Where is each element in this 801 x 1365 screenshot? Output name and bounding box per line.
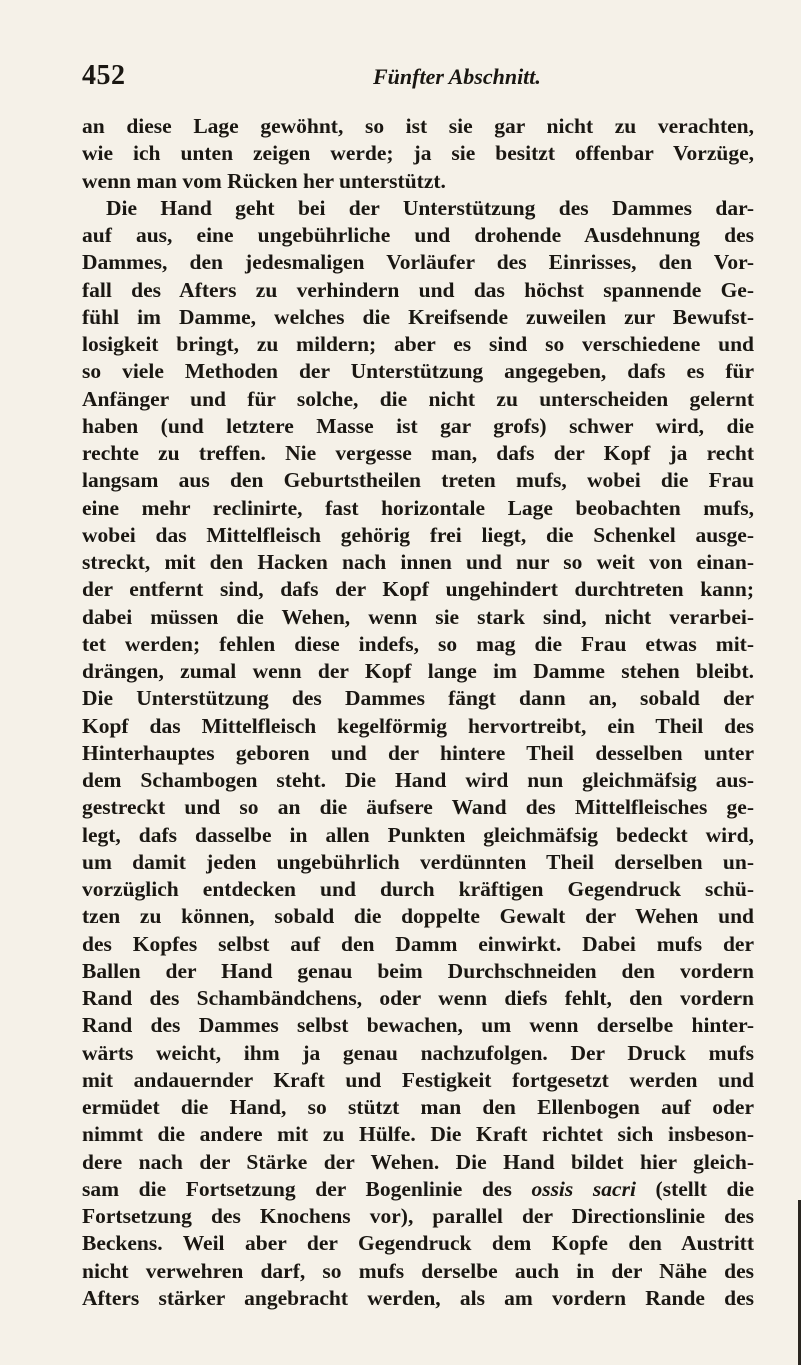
text-line: dem Schambogen steht. Die Hand wird nun gleichmäfsig aus- [82, 768, 754, 792]
page-header [0, 60, 801, 100]
text-line: auf aus, eine ungebührliche und drohende Ausdehnung des [82, 223, 754, 247]
text-line: losigkeit bringt, zu mildern; aber es sind so verschiedene und [82, 332, 754, 356]
text-line: streckt, mit den Hacken nach innen und nur so weit von einan- [82, 550, 754, 574]
text-line: dabei müssen die Wehen, wenn sie stark sind, nicht verarbei- [82, 604, 754, 629]
text-line: fall des Afters zu verhindern und das höchst spannende Ge- [82, 277, 754, 302]
text-line-with-latin [82, 1176, 754, 1203]
text-line: Beckens. Weil aber der Gegendruck dem Kopfe den Austritt [82, 1231, 754, 1256]
latin-term: ossis sacri [531, 1176, 636, 1201]
text-line: langsam aus den Geburtstheilen treten mufs, wobei die Frau [82, 468, 754, 493]
text-line: fühl im Damme, welches die Kreifsende zuweilen zur Bewufst- [82, 304, 754, 329]
text-line: Die Unterstützung des Dammes fängt dann an, sobald der [82, 686, 754, 711]
text-line: Dammes, den jedesmaligen Vorläufer des Einrisses, den Vor- [82, 250, 754, 275]
text-line: wie ich unten zeigen werde; ja sie besitzt offenbar Vorzüge, [82, 141, 754, 166]
text-line: Rand des Dammes selbst bewachen, um wenn derselbe hinter- [82, 1013, 754, 1038]
text-line: so viele Methoden der Unterstützung angegeben, dafs es für [82, 359, 754, 384]
text-line: drängen, zumal wenn der Kopf lange im Damme stehen bleibt. [82, 659, 754, 683]
text-line: haben (und letztere Masse ist gar grofs) schwer wird, die [82, 413, 754, 438]
text-line: ermüdet die Hand, so stützt man den Ellenbogen auf oder [82, 1095, 754, 1119]
text-line: Ballen der Hand genau beim Durchschneiden den vordern [82, 958, 754, 983]
page-number: 452 [82, 60, 126, 91]
text-line: Afters stärker angebracht werden, als am vordern Rande des [82, 1285, 754, 1310]
text-line: mit andauernder Kraft und Festigkeit fortgesetzt werden und [82, 1067, 754, 1092]
text-line: nicht verwehren darf, so mufs derselbe auch in der Nähe des [82, 1258, 754, 1283]
text-line: wärts weicht, ihm ja genau nachzufolgen. Der Druck mufs [82, 1040, 754, 1065]
text-segment: (stellt die [635, 1176, 754, 1201]
text-line: der entfernt sind, dafs der Kopf ungehindert durchtreten kann; [82, 577, 754, 602]
text-line: um damit jeden ungebührlich verdünnten Theil derselben un- [82, 849, 754, 874]
text-line: Rand des Schambändchens, oder wenn diefs fehlt, den vordern [82, 986, 754, 1010]
text-line: an diese Lage gewöhnt, so ist sie gar nicht zu verachten, [82, 114, 754, 138]
text-line: Hinterhauptes geboren und der hintere Theil desselben unter [82, 740, 754, 765]
text-line: vorzüglich entdecken und durch kräftigen Gegendruck schü- [82, 877, 754, 901]
text-line: tet werden; fehlen diese indefs, so mag die Frau etwas mit- [82, 631, 754, 656]
text-line: dere nach der Stärke der Wehen. Die Hand bildet hier gleich- [82, 1149, 754, 1174]
text-line: rechte zu treffen. Nie vergesse man, dafs der Kopf ja recht [82, 441, 754, 465]
text-line: Kopf das Mittelfleisch kegelförmig hervortreibt, ein Theil des [82, 713, 754, 738]
paragraph-start-line: Die Hand geht bei der Unterstützung des Dammes dar- [106, 195, 754, 220]
text-line: Fortsetzung des Knochens vor), parallel der Directionslinie des [82, 1204, 754, 1228]
text-line: wenn man vom Rücken her unterstützt. [82, 168, 446, 193]
text-line: nimmt die andere mit zu Hülfe. Die Kraft richtet sich insbeson- [82, 1122, 754, 1147]
body-text [82, 113, 754, 1312]
text-segment: sam die Fortsetzung der Bogenlinie des [82, 1176, 532, 1201]
running-head: Fünfter Abschnitt. [373, 64, 541, 89]
text-line: wobei das Mittelfleisch gehörig frei liegt, die Schenkel ausge- [82, 522, 754, 547]
text-line: eine mehr reclinirte, fast horizontale Lage beobachten mufs, [82, 495, 754, 520]
text-line: Anfänger und für solche, die nicht zu unterscheiden gelernt [82, 386, 754, 411]
text-line: tzen zu können, sobald die doppelte Gewalt der Wehen und [82, 904, 754, 929]
text-line: des Kopfes selbst auf den Damm einwirkt. Dabei mufs der [82, 931, 754, 956]
text-line: gestreckt und so an die äufsere Wand des Mittelfleisches ge- [82, 795, 754, 820]
text-line: legt, dafs dasselbe in allen Punkten gleichmäfsig bedeckt wird, [82, 822, 754, 847]
